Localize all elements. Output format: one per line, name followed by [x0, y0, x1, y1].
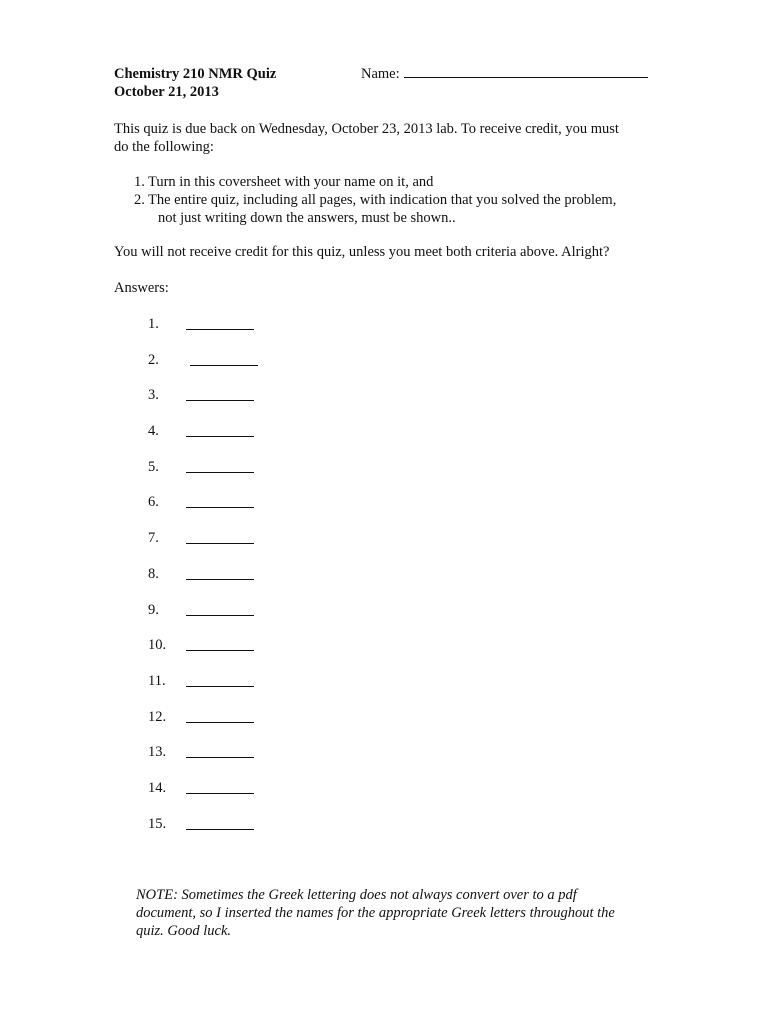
requirement-number: 1.: [134, 174, 145, 190]
intro-paragraph: [114, 120, 654, 156]
quiz-date: October 21, 2013: [114, 84, 219, 100]
answer-blank[interactable]: [186, 650, 254, 651]
requirement-text-continued: not just writing down the answers, must be shown..: [158, 210, 456, 226]
answer-blank[interactable]: [186, 757, 254, 758]
answer-blank[interactable]: [186, 615, 254, 616]
credit-warning: You will not receive credit for this quiz, unless you meet both criteria above. Alright?: [114, 244, 610, 260]
answer-number: 1.: [148, 316, 159, 332]
requirement-item: [134, 191, 654, 227]
answer-number: 13.: [148, 744, 167, 761]
name-label: Name:: [361, 66, 400, 82]
note-line-2: document, so I inserted the names for the appropriate Greek letters throughout the: [136, 905, 615, 921]
answer-blank[interactable]: [186, 543, 254, 544]
answer-blank[interactable]: [186, 793, 254, 794]
answer-blank[interactable]: [186, 472, 254, 473]
answer-blank[interactable]: [186, 507, 254, 508]
requirement-number: 2.: [134, 192, 145, 208]
requirement-text: The entire quiz, including all pages, with indication that you solved the problem,: [148, 192, 617, 208]
answer-number: 6.: [148, 494, 159, 511]
answer-blank[interactable]: [186, 722, 254, 723]
requirement-item: [134, 173, 654, 191]
answer-blank[interactable]: [186, 329, 254, 330]
greek-letter-note: [136, 886, 656, 940]
answer-blank[interactable]: [186, 579, 254, 580]
answer-number: 9.: [148, 601, 159, 618]
answer-blank[interactable]: [186, 686, 254, 687]
answer-number: 10.: [148, 637, 167, 654]
note-line-3: quiz. Good luck.: [136, 923, 232, 939]
answer-number: 5.: [148, 458, 159, 475]
answer-number: 2.: [148, 351, 159, 368]
answer-blank[interactable]: [186, 436, 254, 437]
answer-number: 3.: [148, 387, 159, 404]
note-line-1: NOTE: Sometimes the Greek lettering does not always convert over to a pdf: [136, 887, 577, 903]
answer-number: 4.: [148, 423, 159, 440]
intro-line-2: do the following:: [114, 139, 214, 155]
answer-number: 11.: [148, 672, 166, 689]
answer-number: 8.: [148, 565, 159, 582]
answer-blank[interactable]: [186, 829, 254, 830]
name-field[interactable]: [361, 66, 648, 83]
name-blank-line[interactable]: [404, 76, 648, 78]
requirement-text: Turn in this coversheet with your name on it, and: [148, 174, 434, 190]
answer-blank[interactable]: [186, 400, 254, 401]
answer-blank[interactable]: [190, 365, 258, 366]
answer-number: 14.: [148, 779, 167, 796]
intro-line-1: This quiz is due back on Wednesday, October 23, 2013 lab. To receive credit, you must: [114, 121, 619, 137]
requirements-list: [134, 173, 654, 227]
answer-number: 12.: [148, 708, 167, 725]
quiz-title: Chemistry 210 NMR Quiz: [114, 66, 277, 82]
answer-number: 15.: [148, 815, 167, 832]
answer-number: 7.: [148, 530, 159, 547]
answers-label: Answers:: [114, 280, 169, 296]
